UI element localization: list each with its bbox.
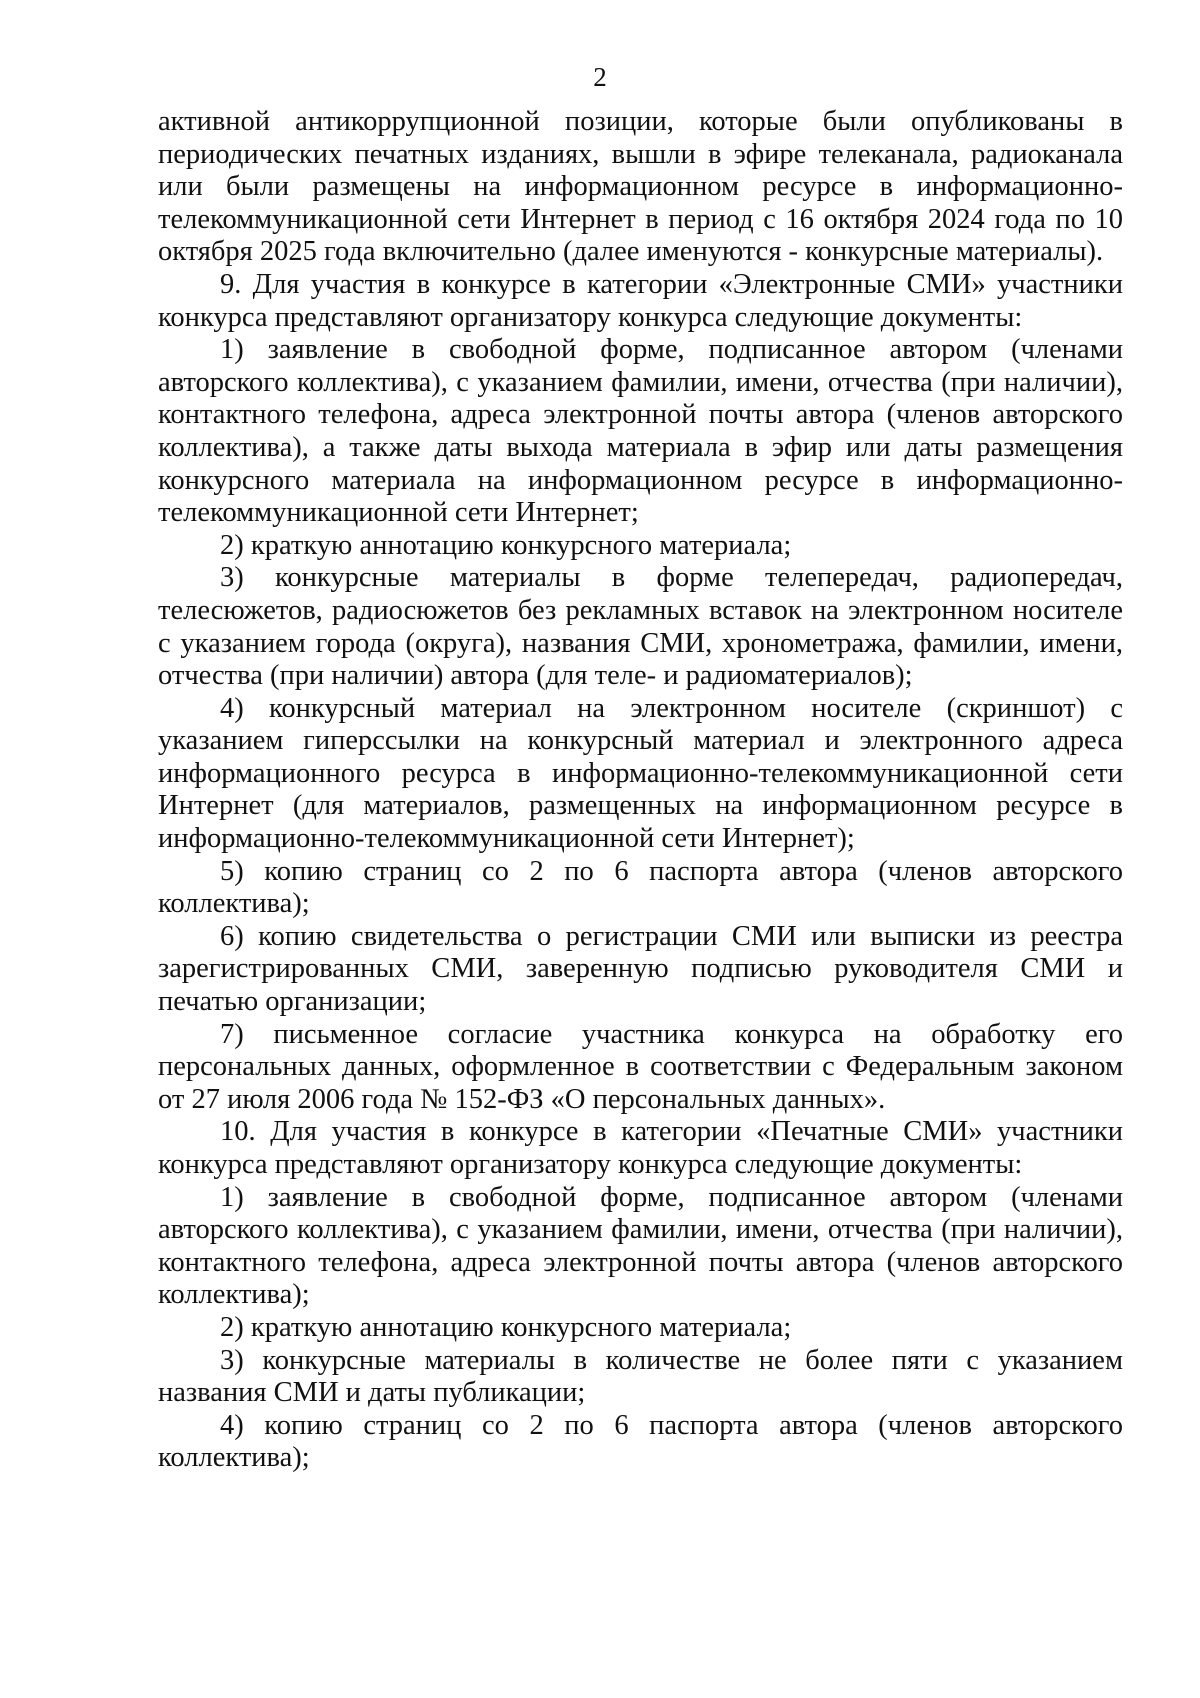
- paragraph-continuation: активной антикоррупционной позиции, которые были опубликованы в периодических печатных изданиях, вышли в эфире телеканала, радиоканала или были размещены на информационном ресурсе в информационно-телекоммуникационной сети Интернет в период с 16 октября 2024 года по 10 октября 2025 года включительно (далее именуются - конкурсные материалы).: [158, 106, 1123, 268]
- list-item-9-4: 4) конкурсный материал на электронном носителе (скриншот) с указанием гиперссылки на конкурсный материал и электронного адреса информационного ресурса в информационно-телекоммуникационной сети Интернет (для материалов, размещенных на информационном ресурсе в информационно-телекоммуникационной сети Интернет);: [158, 692, 1123, 855]
- list-item-10-1: 1) заявление в свободной форме, подписанное автором (членами авторского коллектива), с указанием фамилии, имени, отчества (при наличии), контактного телефона, адреса электронной почты автора (членов авторского коллектива);: [158, 1181, 1123, 1311]
- paragraph-item-9: 9. Для участия в конкурсе в категории «Электронные СМИ» участники конкурса представляют организатору конкурса следующие документы:: [158, 268, 1123, 333]
- list-item-9-1: 1) заявление в свободной форме, подписанное автором (членами авторского коллектива), с указанием фамилии, имени, отчества (при наличии), контактного телефона, адреса электронной почты автора (членов авторского коллектива), а также даты выхода материала в эфир или даты размещения конкурсного материала на информационном ресурсе в информационно-телекоммуникационной сети Интернет;: [158, 334, 1123, 529]
- list-item-10-4: 4) копию страниц со 2 по 6 паспорта автора (членов авторского коллектива);: [158, 1409, 1123, 1474]
- list-item-9-2: 2) краткую аннотацию конкурсного материала;: [220, 529, 792, 561]
- page-number: 2: [593, 62, 607, 92]
- paragraph-item-10: 10. Для участия в конкурсе в категории «Печатные СМИ» участники конкурса представляют организатору конкурса следующие документы:: [158, 1116, 1123, 1180]
- list-item-9-3: 3) конкурсные материалы в форме телепередач, радиопередач, телесюжетов, радиосюжетов без рекламных вставок на электронном носителе с указанием города (округа), названия СМИ, хронометража, фамилии, имени, отчества (при наличии) автора (для теле- и радиоматериалов);: [158, 562, 1123, 692]
- list-item-10-2: 2) краткую аннотацию конкурсного материала;: [220, 1311, 792, 1343]
- list-item-10-3: 3) конкурсные материалы в количестве не более пяти с указанием названия СМИ и даты публикации;: [158, 1344, 1123, 1409]
- list-item-9-6: 6) копию свидетельства о регистрации СМИ или выписки из реестра зарегистрированных СМИ, заверенную подписью руководителя СМИ и печатью организации;: [158, 920, 1123, 1018]
- list-item-9-7: 7) письменное согласие участника конкурса на обработку его персональных данных, оформленное в соответствии с Федеральным законом от 27 июля 2006 года № 152-ФЗ «О персональных данных».: [158, 1018, 1123, 1115]
- list-item-9-5: 5) копию страниц со 2 по 6 паспорта автора (членов авторского коллектива);: [158, 855, 1123, 920]
- document-body: [158, 106, 1123, 1475]
